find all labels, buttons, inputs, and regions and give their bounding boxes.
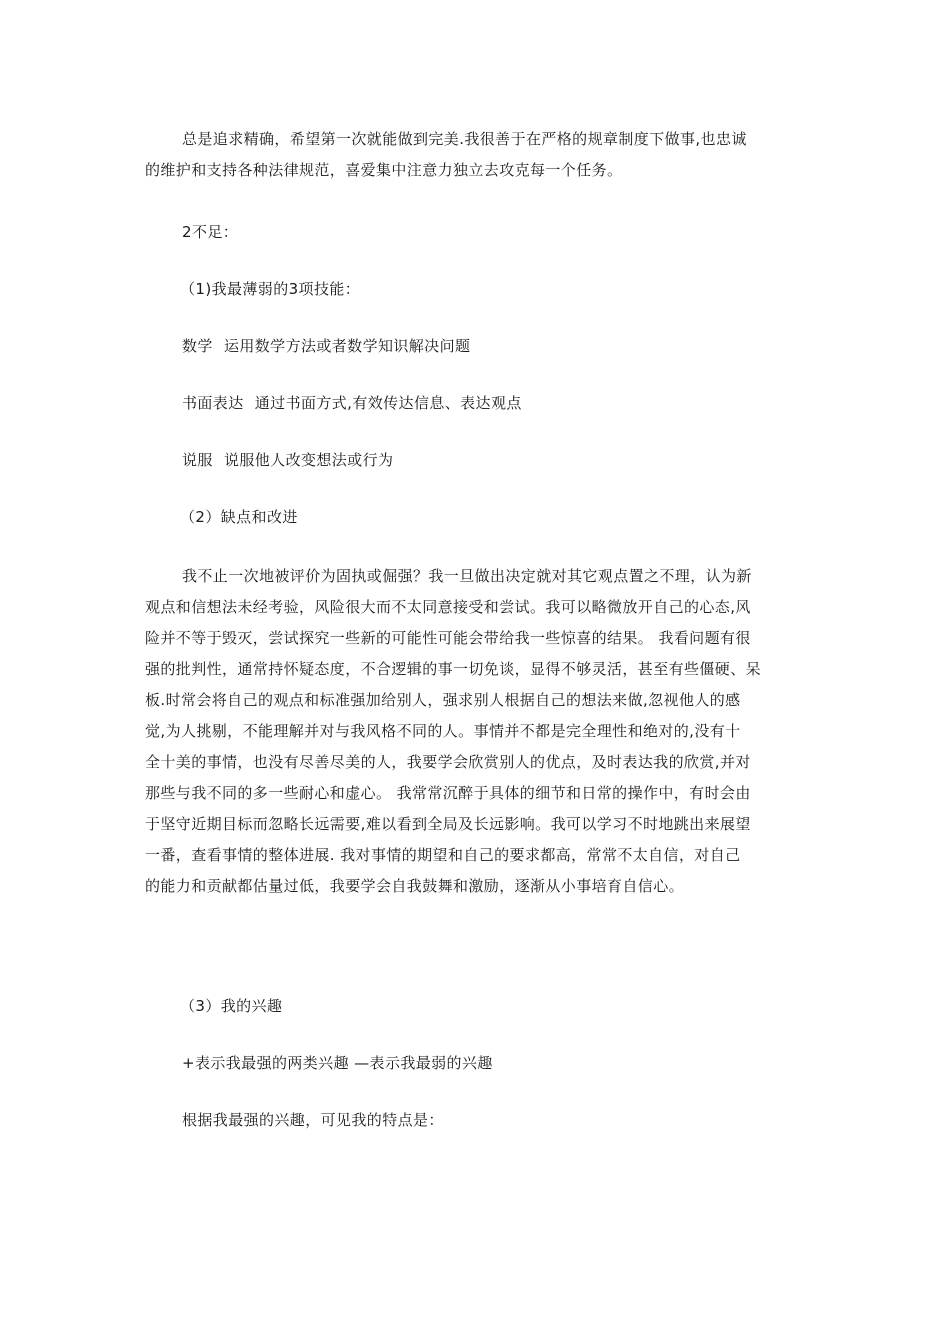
paragraph-line: 观点和信想法未经考验，风险很大而不太同意接受和尝试。我可以略微放开自己的心态,风 — [145, 598, 751, 616]
paragraph-line: 的能力和贡献都估量过低，我要学会自我鼓舞和激励，逐渐从小事培育自信心。 — [145, 877, 685, 895]
subsection-heading-weak-skills: （1)我最薄弱的3项技能： — [180, 280, 361, 298]
skill-name: 说服 — [182, 451, 213, 469]
skill-item-math — [182, 336, 470, 356]
paragraph-line: 一番，查看事情的整体进展. 我对事情的期望和自己的要求都高，常常不太自信，对自己 — [145, 846, 741, 864]
paragraph-line: 全十美的事情，也没有尽善尽美的人，我要学会欣赏别人的优点，及时表达我的欣赏,并对 — [145, 753, 751, 771]
paragraph-line: 觉,为人挑剔，不能理解并对与我风格不同的人。事情并不都是完全理性和绝对的,没有十 — [145, 722, 741, 740]
paragraph-line: 强的批判性，通常持怀疑态度，不合逻辑的事一切免谈，显得不够灵活，甚至有些僵硬、呆 — [145, 660, 762, 678]
paragraph-line: 那些与我不同的多一些耐心和虚心。 我常常沉醉于具体的细节和日常的操作中，有时会由 — [145, 784, 751, 802]
section-heading-shortcomings: 2不足： — [182, 223, 239, 241]
skill-description: 通过书面方式,有效传达信息、表达观点 — [254, 394, 522, 412]
paragraph-line: 板.时常会将自己的观点和标准强加给别人，强求别人根据自己的想法来做,忽视他人的感 — [145, 691, 741, 709]
subsection-heading-weaknesses: （2）缺点和改进 — [180, 508, 298, 526]
skill-item-writing — [182, 393, 522, 413]
skill-item-persuasion — [182, 450, 393, 470]
skill-name: 数学 — [182, 337, 213, 355]
paragraph-line: 我不止一次地被评价为固执或倔强？我一旦做出决定就对其它观点置之不理，认为新 — [182, 567, 752, 585]
paragraph-line: 总是追求精确，希望第一次就能做到完美.我很善于在严格的规章制度下做事,也忠诚 — [182, 130, 747, 148]
paragraph-line: 险并不等于毁灭，尝试探究一些新的可能性可能会带给我一些惊喜的结果。 我看问题有很 — [145, 629, 751, 647]
paragraph-line: 于坚守近期目标而忽略长远需要,难以看到全局及长远影响。我可以学习不时地跳出来展望 — [145, 815, 751, 833]
interest-legend: +表示我最强的两类兴趣 —表示我最弱的兴趣 — [182, 1054, 493, 1072]
paragraph-strengths — [145, 124, 810, 186]
closing-line: 根据我最强的兴趣，可见我的特点是： — [182, 1111, 444, 1129]
skill-name: 书面表达 — [182, 394, 244, 412]
skill-description: 运用数学方法或者数学知识解决问题 — [223, 337, 471, 355]
skill-description: 说服他人改变想法或行为 — [223, 451, 394, 469]
paragraph-weaknesses — [145, 561, 810, 902]
paragraph-line: 的维护和支持各种法律规范，喜爱集中注意力独立去攻克每一个任务。 — [145, 161, 623, 179]
subsection-heading-interests: （3）我的兴趣 — [180, 997, 283, 1015]
